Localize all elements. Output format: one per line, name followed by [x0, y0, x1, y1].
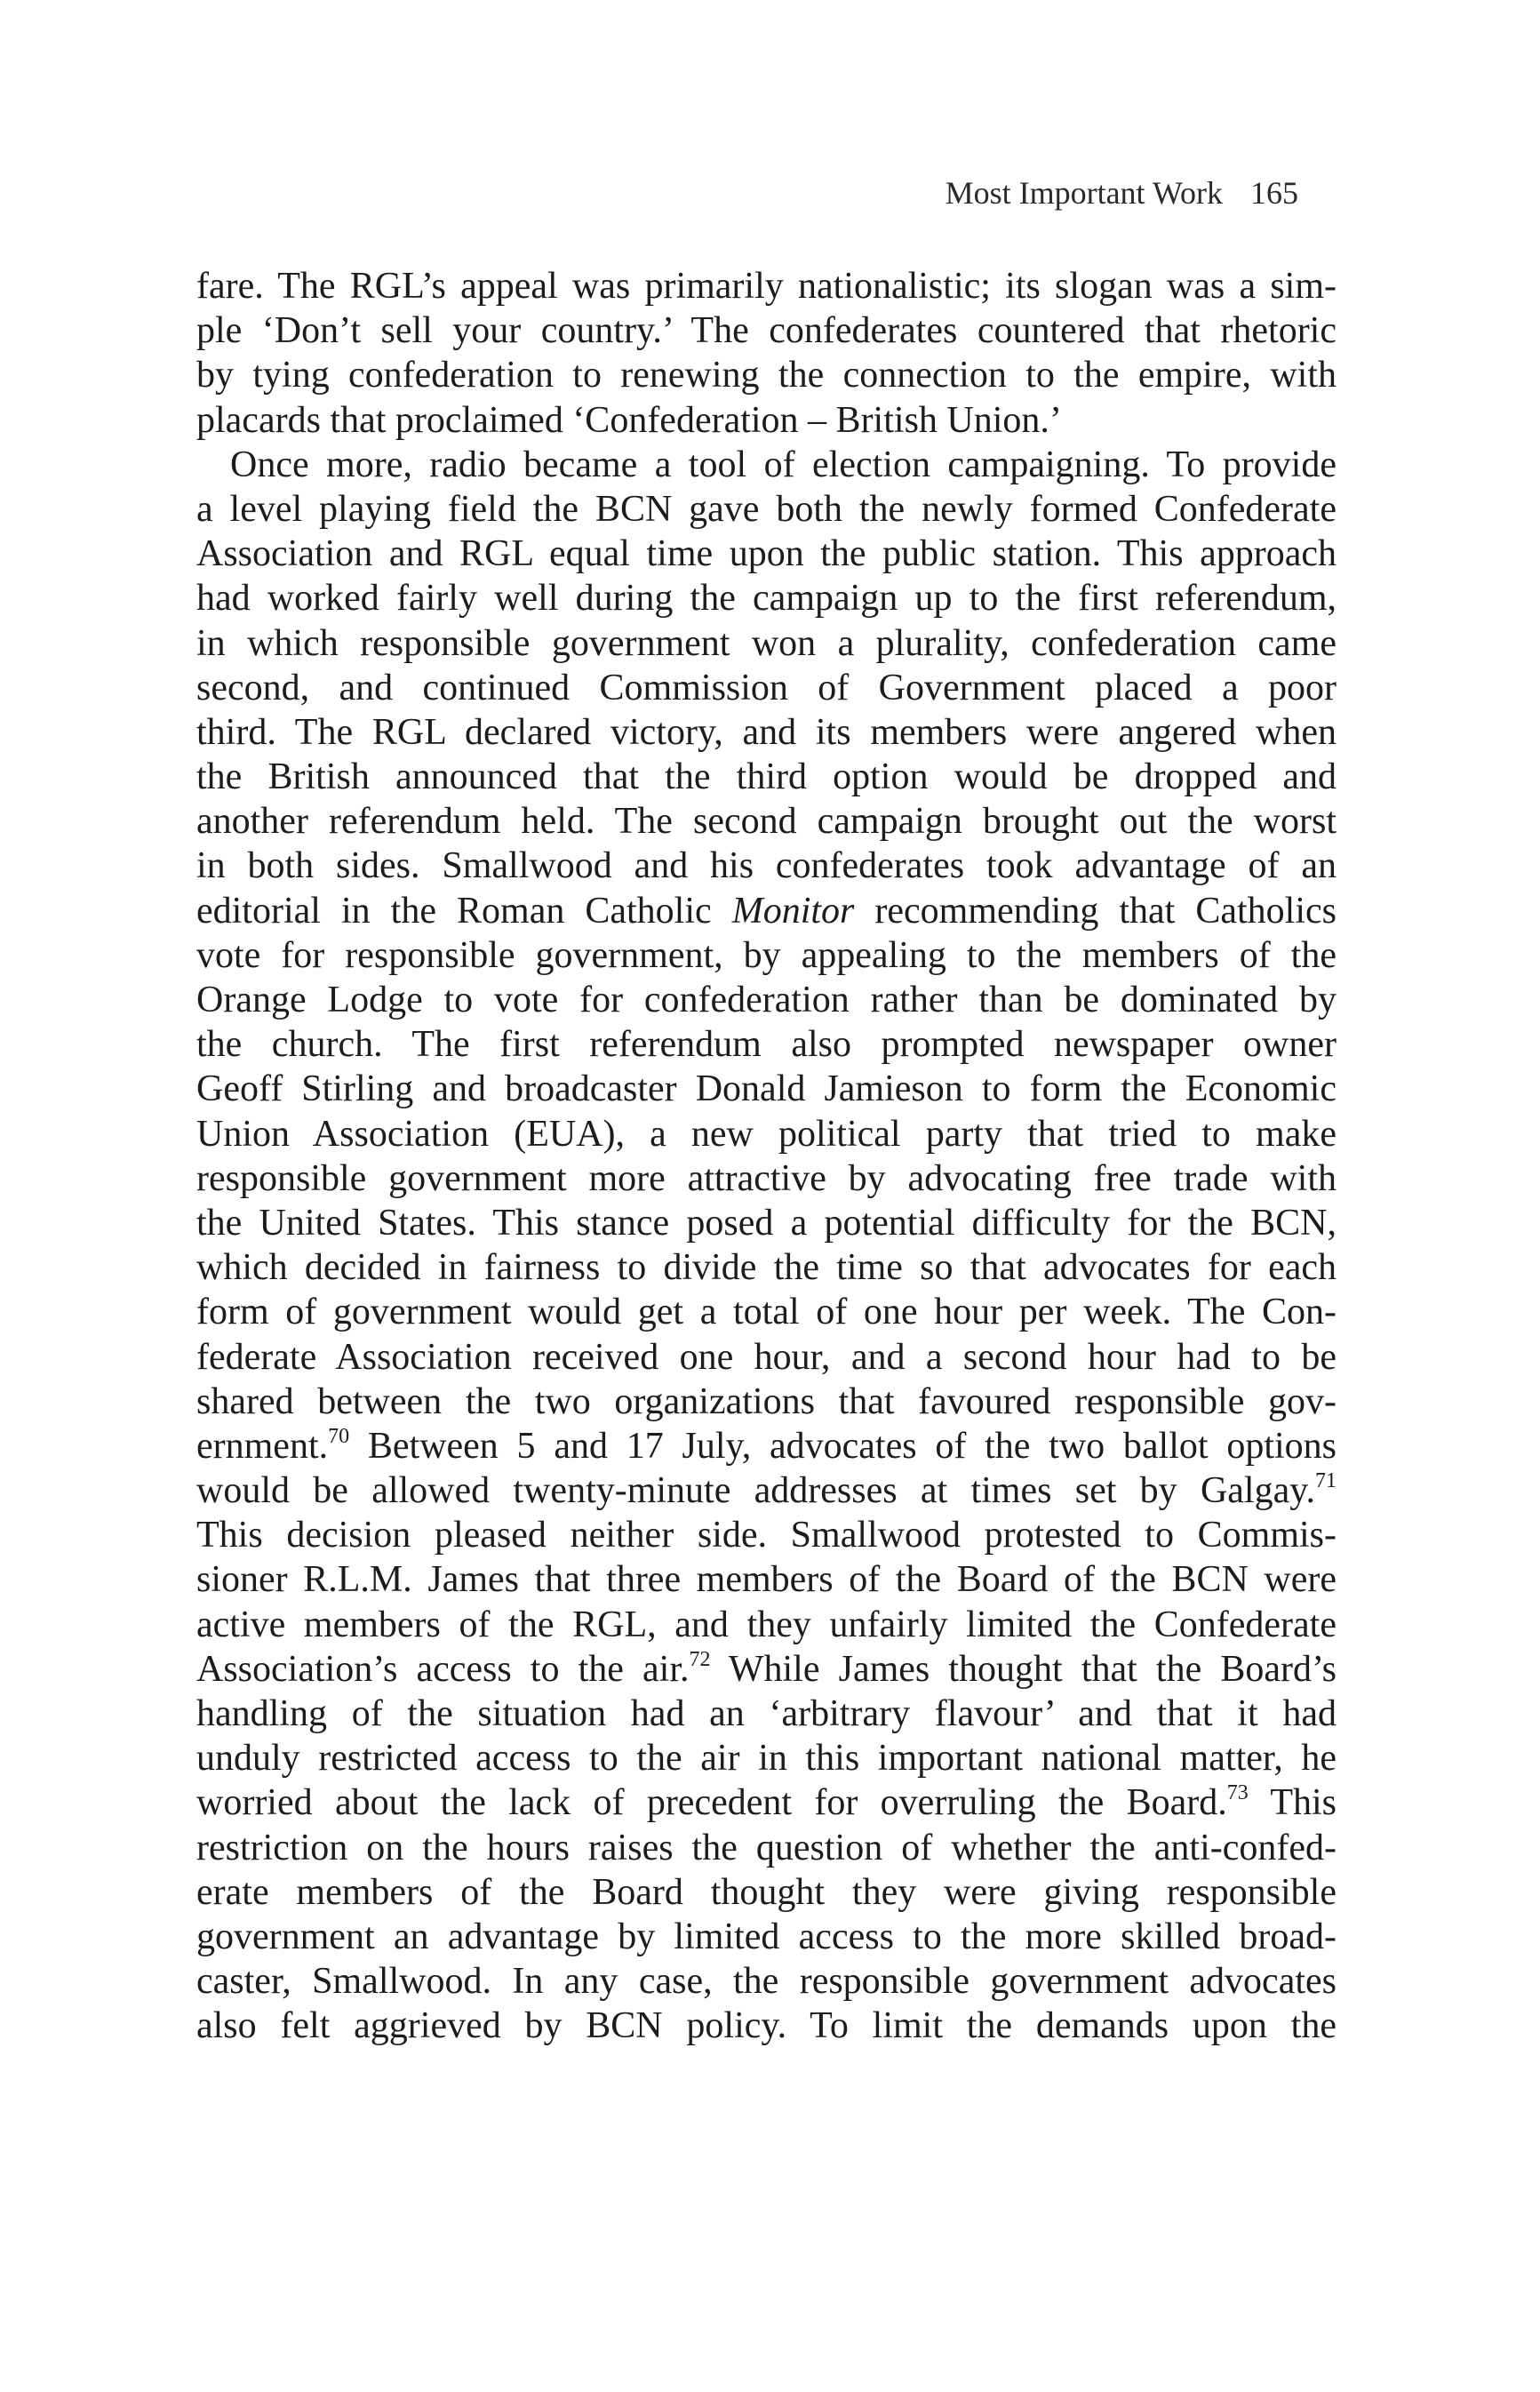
text-line: Orange Lodge to vote for confederation rather than be dominated by [196, 980, 1337, 1020]
text-line: vote for responsible government, by appealing to the members of the [196, 934, 1337, 976]
text-line: Association and RGL equal time upon the public station. This approach [196, 533, 1337, 575]
text-line: the British announced that the third option would be dropped and [196, 756, 1337, 798]
footnote-ref: 71 [1315, 1469, 1337, 1493]
text-line: placards that proclaimed ‘Confederation – British Union.’ [196, 399, 1062, 441]
text-line: ple ‘Don’t sell your country.’ The confederates countered that rhetoric [196, 310, 1337, 352]
text-line: in which responsible government won a plurality, confederation came [196, 622, 1337, 664]
text-line: worried about the lack of precedent for overruling the Board.$^{73}$ This [196, 1781, 1337, 1824]
text-line: handling of the situation had an ‘arbitrary flavour’ and that it had [196, 1693, 1337, 1734]
text-line: ernment.$^{70}$ Between 5 and 17 July, advocates of the two ballot options [196, 1424, 1337, 1467]
text-line: active members of the RGL, and they unfairly limited the Confederate [196, 1604, 1337, 1645]
text-line: editorial in the Roman Catholic Monitor recommending that Catholics [196, 890, 1337, 932]
text-line: restriction on the hours raises the question of whether the anti-confed- [196, 1827, 1337, 1868]
running-head [946, 173, 1298, 212]
text-line: fare. The RGL’s appeal was primarily nationalistic; its slogan was a sim- [196, 266, 1337, 307]
text-line: another referendum held. The second campaign brought out the worst [196, 801, 1337, 843]
text-line: the church. The first referendum also prompted newspaper owner [196, 1024, 1337, 1066]
text-line: Union Association (EUA), a new political party that tried to make [196, 1113, 1337, 1155]
text-line: responsible government more attractive by advocating free trade with [196, 1157, 1337, 1199]
body-text [196, 264, 1337, 2049]
newspaper-title: Monitor [731, 890, 855, 932]
text-line: government an advantage by limited access to the more skilled broad- [196, 1916, 1337, 1957]
text-line: sioner R.L.M. James that three members of the Board of the BCN were [196, 1559, 1337, 1601]
text-line: which decided in fairness to divide the time so that advocates for each [196, 1247, 1337, 1289]
text-line: Geoff Stirling and broadcaster Donald Jamieson to form the Economic [196, 1068, 1337, 1110]
text-line: third. The RGL declared victory, and its members were angered when [196, 711, 1337, 753]
text-line: Association’s access to the air.$^{72}$ While James thought that the Board’s [196, 1647, 1337, 1690]
text-line: second, and continued Commission of Government placed a poor [196, 667, 1337, 708]
text-line: unduly restricted access to the air in this important national matter, he [196, 1738, 1337, 1780]
text-line: caster, Smallwood. In any case, the responsible government advocates [196, 1961, 1337, 2003]
footnote-ref: 70 [328, 1424, 350, 1448]
text-line: in both sides. Smallwood and his confederates took advantage of an [196, 845, 1337, 887]
text-line: also felt aggrieved by BCN policy. To limit the demands upon the [196, 2005, 1337, 2047]
footnote-ref: 72 [689, 1647, 711, 1671]
footnote-ref: 73 [1226, 1781, 1249, 1805]
text-line: form of government would get a total of one hour per week. The Con- [196, 1292, 1337, 1333]
text-line: would be allowed twenty-minute addresses at times set by Galgay.$^{71}$ [196, 1469, 1337, 1512]
page-number: 165 [1250, 175, 1298, 211]
text-line: This decision pleased neither side. Smallwood protested to Commis- [196, 1515, 1337, 1556]
text-line: a level playing field the BCN gave both the newly formed Confederate [196, 488, 1337, 530]
text-line: federate Association received one hour, and a second hour had to be [196, 1336, 1337, 1378]
text-line: the United States. This stance posed a potential difficulty for the BCN, [196, 1202, 1337, 1244]
text-line: Once more, radio became a tool of election campaigning. To provide [230, 444, 1337, 485]
text-line: had worked fairly well during the campaign up to the first referendum, [196, 578, 1337, 620]
running-title: Most Important Work [945, 175, 1223, 211]
text-line: erate members of the Board thought they were giving responsible [196, 1871, 1337, 1913]
text-line: by tying confederation to renewing the connection to the empire, with [196, 355, 1337, 396]
text-line: shared between the two organizations that favoured responsible gov- [196, 1380, 1337, 1422]
